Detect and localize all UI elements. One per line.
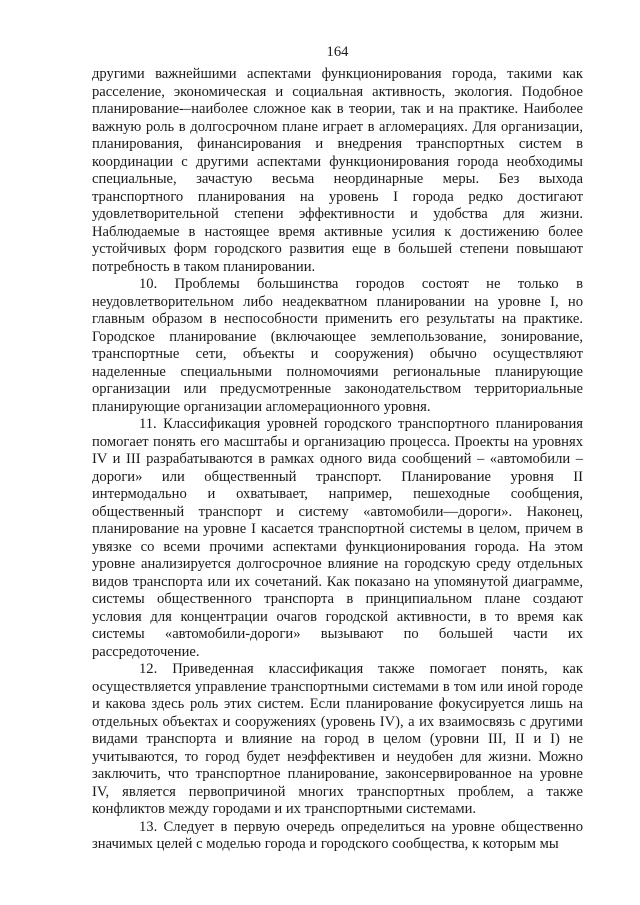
paragraph-10: 10. Проблемы большинства городов состоят не только в неудовлетворительном либо неадекватном планировании на уровне I, но главным образом в неспособности применить его результаты на практике. Городское планирование (включающее землепользование, зонирование, транспортные сети, объекты и сооружения) обычно осуществляют наделенные специальными полномочиями региональные планирующие организации или предусмотренные законодательством территориальные планирующие организации агломерационного уровня. [92,276,583,415]
paragraph-13: 13. Следует в первую очередь определиться на уровне общественно значимых целей с моделью города и городского сообщества, к которым мы [92,818,583,852]
paragraph-12: 12. Приведенная классификация также помогает понять, как осуществляется управление транспортными системами в том или иной городе и какова здесь роль этих систем. Если планирование фокусируется лишь на отдельных объектах и сооружениях (уровень IV), а их взаимосвязь с другими видами транспорта и влияние на город в целом (уровни III, II и I) не учитываются, то город будет неэффективен и неудобен для жизни. Можно заключить, что транспортное планирование, законсервированное на уровне IV, является первопричиной многих транспортных проблем, а также конфликтов между городами и их транспортными системами. [92,661,583,817]
page-number: 164 [326,44,349,60]
document-page [92,0,583,854]
paragraph-11: 11. Классификация уровней городского транспортного планирования помогает понять его масштабы и организацию процесса. Проекты на уровнях IV и III разрабатываются в рамках одного вида сообщений – «автомобили – дороги» или общественный транспорт. Планирование уровня II интермодально и охватывает, например, пешеходные сообщения, общественный транспорт и систему «автомобили—дороги». Наконец, планирование на уровне I касается транспортной системы в целом, причем в увязке со всеми прочими аспектами функционирования города. На этом уровне анализируется долгосрочное влияние на городскую среду отдельных видов транспорта или их сочетаний. Как показано на упомянутой диаграмме, системы общественного транспорта в принципиальном плане создают условия для концентрации очагов городской активности, в то время как системы «автомобили-дороги» вызывают по большей части их рассредоточение. [92,416,583,660]
paragraph-continuation: другими важнейшими аспектами функционирования города, такими как расселение, экономическая и социальная активность, экология. Подобное планирование-–наиболее сложное как в теории, так и на практике. Наиболее важную роль в долгосрочном плане играет в агломерациях. Для организации, планирования, финансирования и внедрения транспортных систем в координации с другими аспектами функционирования города необходимы специальные, зачастую весьма неординарные меры. Без выхода транспортного планирования на уровень I города редко достигают удовлетворительной степени эффективности и удобства для жизни. Наблюдаемые в настоящее время активные усилия к достижению более устойчивых форм городского развития еще в большей степени повышают потребность в таком планировании. [92,66,583,275]
